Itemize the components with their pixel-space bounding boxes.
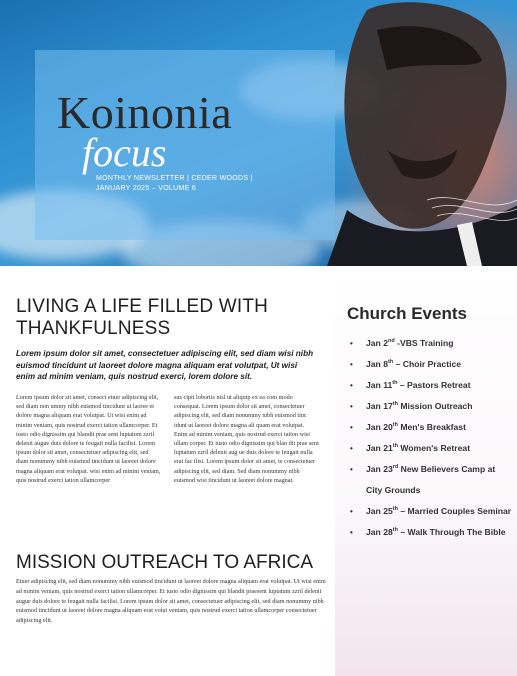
masthead-subtitle: focus [82,130,167,175]
header-banner [0,0,517,266]
event-item [348,396,513,417]
date-suffix: th [392,401,398,408]
bullet-icon: • [350,423,353,432]
date-suffix: th [387,359,394,366]
bullet-icon: • [350,381,353,390]
event-date: Jan 2 [366,338,388,348]
tagline-line: MONTHLY NEWSLETTER | CEDER WOODS | [96,175,253,182]
event-title: New Believers Camp at City Grounds [366,464,496,495]
bullet-icon: • [350,360,353,369]
article-column-1: Lorem ipsum dolor sit amet, consect etuer adipiscing elit, sed diam non ummy nibh euismod tincidunt ut laoree et dolore magna aliquam erat volutpat. Ut wisi enim ad minim veniam, quis nostrud exerci tation ullamcorper. Et iusto odio dignissim qui blandit prae sent luptatum zzril delenit augue duis dolore te feugait nulla facilisi. Lorem ipsum dolor sit amet, consectetuer adipiscing elit, sed diam nonummy nibh euismod tincidunt ut laoreet dolore magna aliquam erat volutpat. wisi enim ad minim veniam, quis nostrud exerci tation ullamcorper [16,394,161,484]
date-suffix: th [392,443,398,450]
masthead-tagline [96,174,253,194]
event-date: Jan 21 [366,443,393,453]
event-title: – Pastors Retreat [397,380,471,390]
event-date: Jan 8 [366,359,388,369]
event-item [348,417,513,438]
bullet-icon: • [350,528,353,537]
event-item [348,459,513,501]
event-title: Men's Breakfast [397,422,466,432]
article-heading: LIVING A LIFE FILLED WITH THANKFULNESS [16,296,269,339]
article-lead: Lorem ipsum dolor sit amet, consectetuer adipiscing elit, sed diam wisi nibh euismod tincidunt ut laoreet dolore magna aliquam erat volutpat, Ut wisi enim ad minim veniam, quis nostrud exerci, lorem dolore sit. [16,349,314,381]
date-suffix: nd [387,338,395,345]
event-item [348,438,513,459]
date-suffix: th [392,422,398,429]
event-date: Jan 28 [366,527,393,537]
event-item [348,522,513,543]
event-title: – Married Couples Seminar [397,506,512,516]
date-suffix: th [392,380,398,387]
article-column-2: sus cipit lobortis nisl ut aliquip ex ea com modo consequat. Lorem ipsum dolor sit amet, consectetuer adipiscing elit, sed diam nonummy nibh euismod tinc idunt ut laoreet dolore magna ali quam erat volutpat. Enim ad minim veniam, quis nostrud exerci tation wisi ullam corper. Et iusto odio dignissim qui blan dit prae sent luptatum zzril delenit aug ue duis dolore te feugait nulla erat fac ilisi. Lorem ipsum dolor sit amet, te consectetuer adipiscing elit, sed diam. Sed diam nonummy nibh euismod wisi tincidunt ut laoreet dolore magnat. [174,394,319,484]
event-title: – Walk Through The Bible [397,527,506,537]
bullet-icon: • [350,339,353,348]
date-suffix: th [392,527,398,534]
event-item [348,501,513,522]
event-date: Jan 17 [366,401,393,411]
event-title: Mission Outreach [397,401,473,411]
event-item [348,354,513,375]
event-date: Jan 20 [366,422,393,432]
event-title: -VBS Training [394,338,454,348]
tagline-line: JANUARY 2025 – VOLUME 6 [96,185,197,192]
bullet-icon: • [350,507,353,516]
title-panel [35,50,335,240]
event-date: Jan 25 [366,506,393,516]
event-item [348,375,513,396]
event-item [348,333,513,354]
date-suffix: rd [392,464,399,471]
bullet-icon: • [350,465,353,474]
events-heading: Church Events [347,304,467,323]
mission-heading: MISSION OUTREACH TO AFRICA [16,552,314,573]
mission-body: Etuer adipiscing elit, sed diam nonummy nibh euismod tincidunt ut laoreet dolore magna aliquam erat volutpat. Ut wisi enim ad minim veniam, quis nostrud exerci tation ullamcorper. Et iusto odio dignissim qui blandit praesent luptatum zzril delenit augue duis dolore te feugait nulla facilisi. Lorem ipsum dolor sit amet, consectetuer adipiscing elit, sed diam nonummy nibh euismod tincidunt ut laoreet dolore magna aliquam erat volut veniam, quis nostrud exerci tation ullamcorper consectetuer adipiscing elit. [16,578,326,625]
event-date: Jan 11 [366,380,393,390]
events-list [348,333,513,543]
event-title: Women's Retreat [397,443,471,453]
event-title: – Choir Practice [393,359,462,369]
bullet-icon: • [350,444,353,453]
event-date: Jan 23 [366,464,393,474]
date-suffix: th [392,506,398,513]
portrait-image [307,0,517,266]
masthead-title: Koinonia [57,87,233,138]
bullet-icon: • [350,402,353,411]
